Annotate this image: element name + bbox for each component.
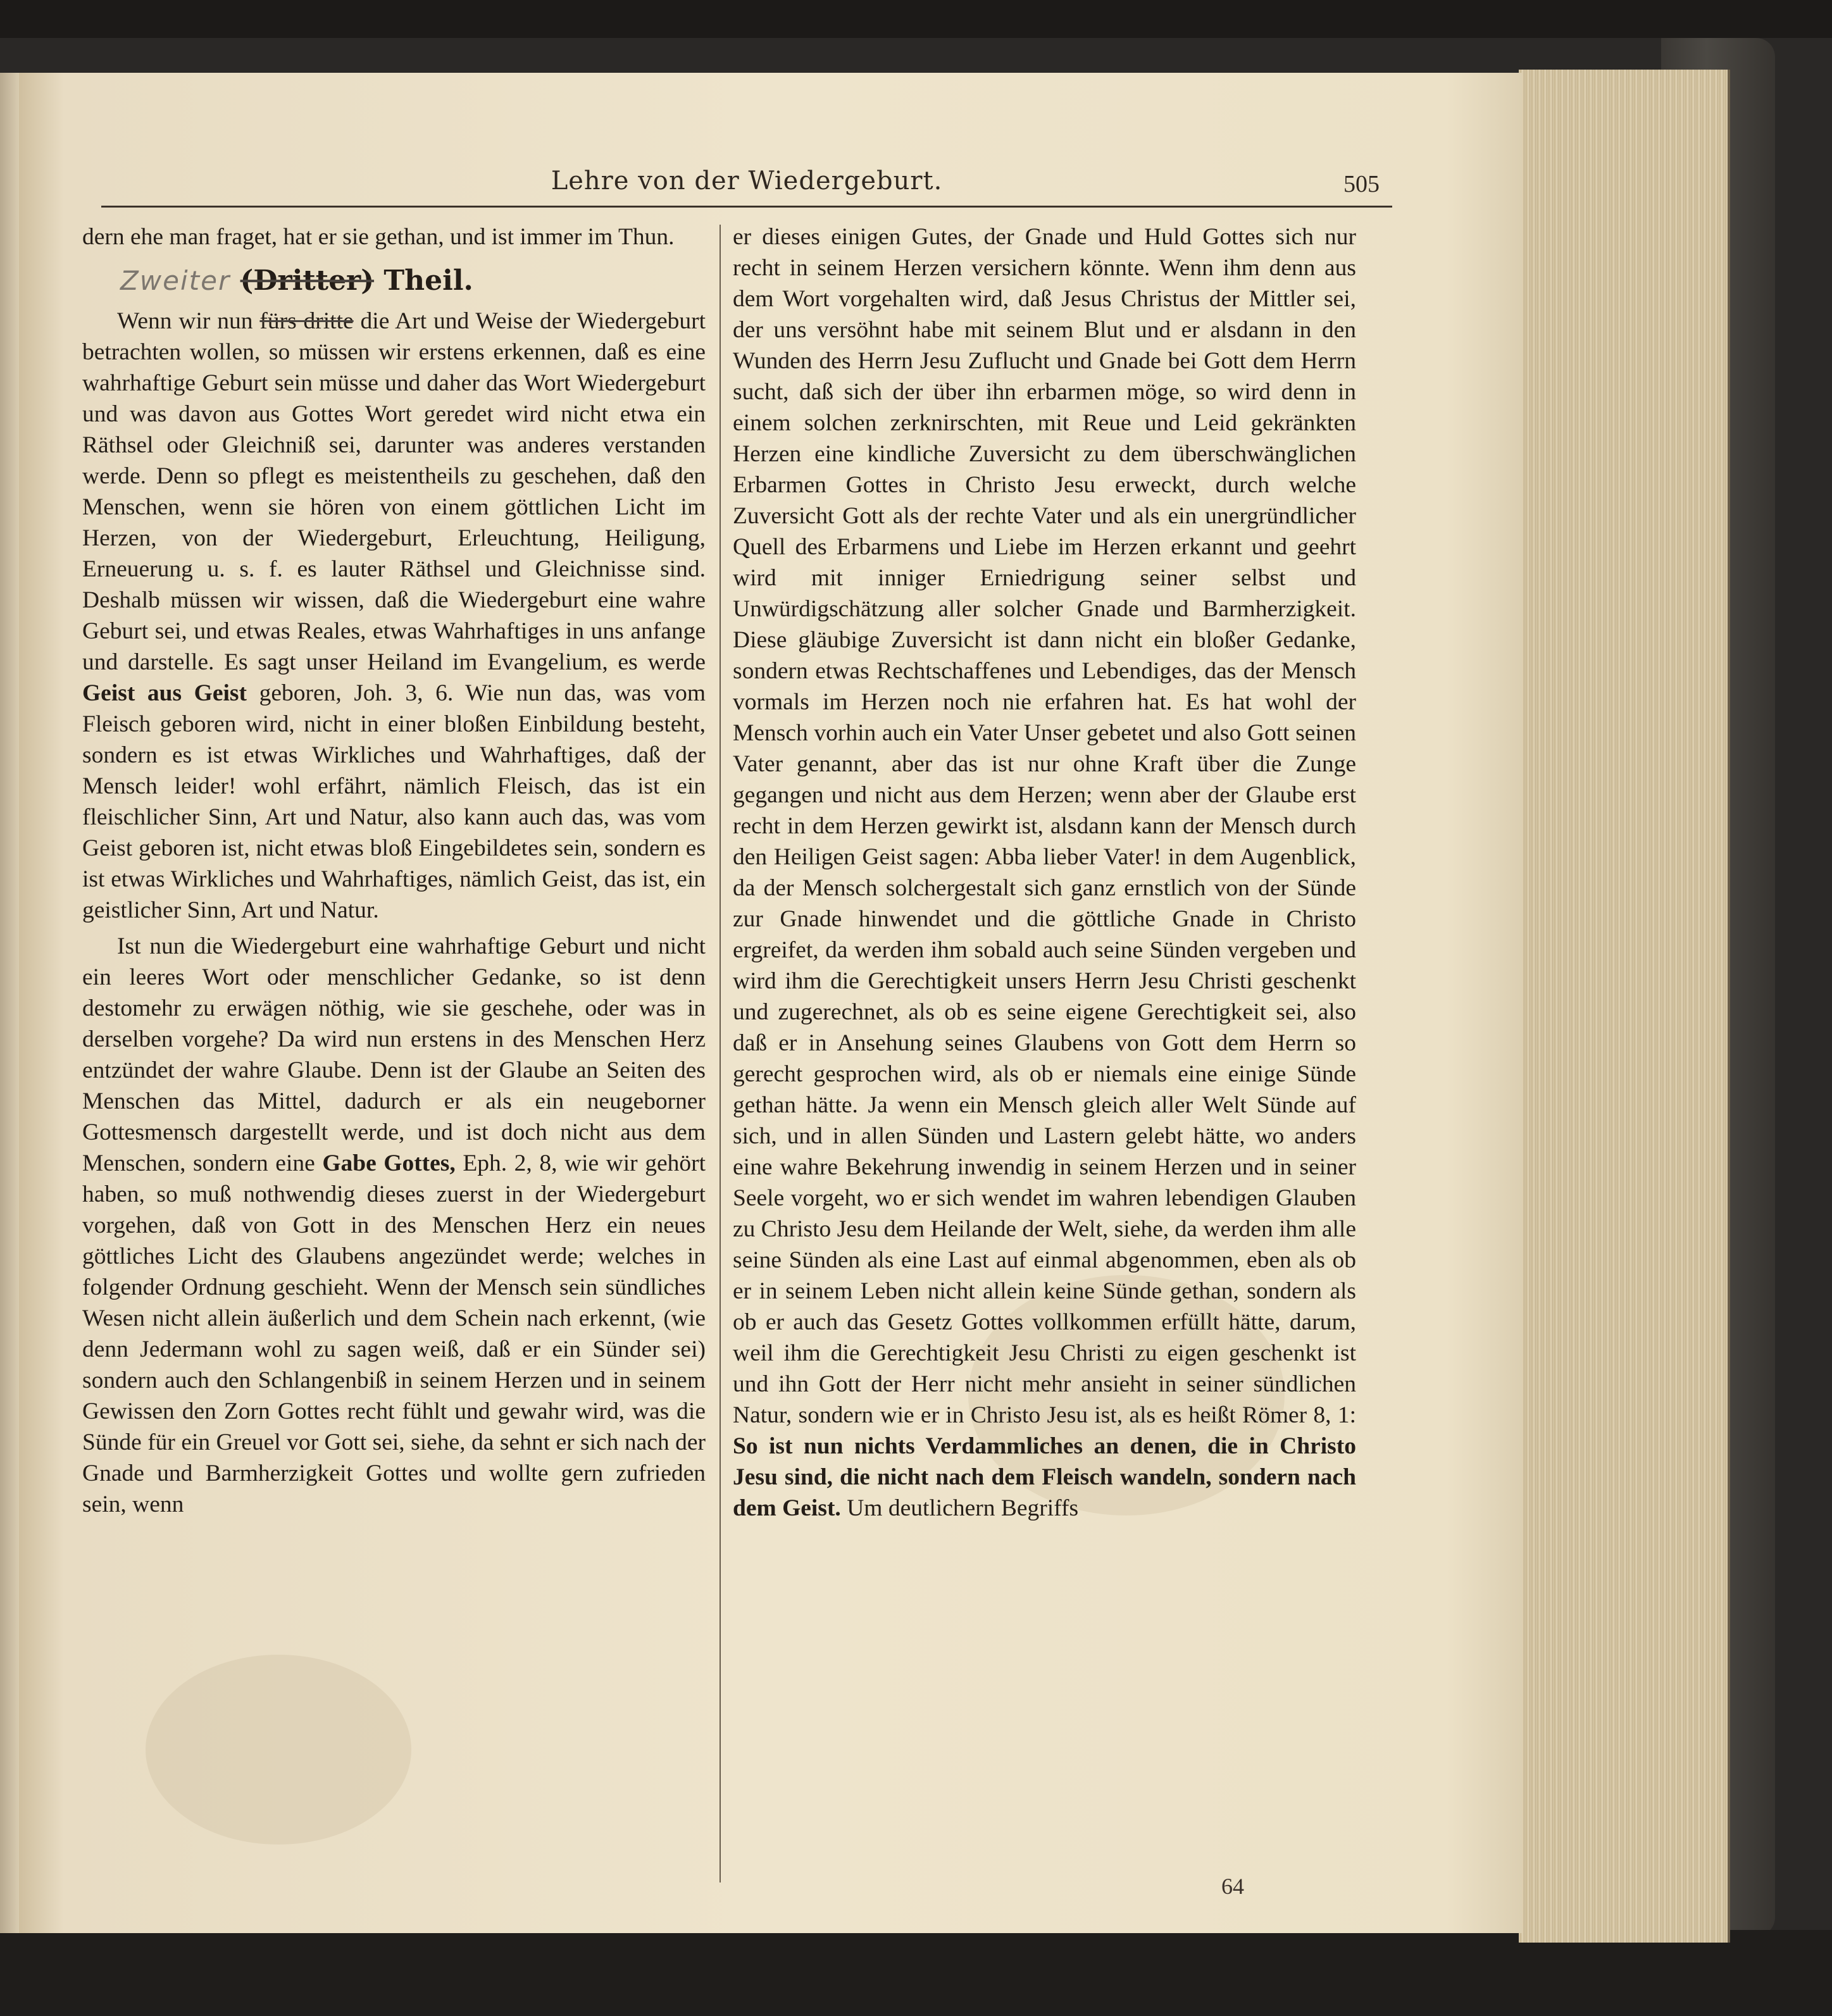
text-run: Eph. 2, 8, wie wir gehört haben, so muß nothwendig dieses zuerst in der Wiedergeburt vorgehen, daß von Gott in des Menschen Herz ein neues göttliches Licht des Glaubens angezündet werde; welches in folgender Ordnung geschieht. Wenn der Mensch sein sündliches Wesen nicht allein äußerlich und dem Schein nach erkennt, (wie denn Jedermann wohl zu sagen weiß, daß er ein Sünder sei) sondern auch den Schlangenbiß in seinem Herzen und in seinem Gewissen den Zorn Gottes recht fühlt und gewahr wird, was die Sünde für ein Greuel vor Gott sei, siehe, da sehnt er sich nach der Gnade und Barmherzigkeit Gottes und wollte gern zufrieden sein, wenn [82,1150,706,1517]
book-page [19,73,1522,1933]
column-divider [720,225,721,1882]
page-number: 505 [1343,171,1380,197]
facing-page-edge [0,73,20,1933]
running-head [101,161,1392,208]
paragraph [733,221,1356,1524]
heading-word: Theil. [383,264,473,297]
struck-heading-word: (Dritter) [240,264,375,297]
emphasis-text: Geist aus Geist [82,680,247,706]
text-run: Um deutlichern Begriffs [847,1495,1079,1521]
text-run: geboren, Joh. 3, 6. Wie nun das, was vom Fleisch geboren wird, nicht in einer bloßen Einbildung besteht, sondern es ist etwas Wirkliches und Wahrhaftiges, daß der Mensch leider! wohl erfährt, nämlich Fleisch, das ist ein fleischlicher Sinn, Art und Natur, also kann auch das, was vom Geist geboren ist, nicht etwas bloß Eingebildetes sein, sondern es ist etwas Wirkliches und Wahrhaftiges, nämlich Geist, das ist, ein geistlicher Sinn, Art und Natur. [82,680,706,923]
pencil-annotation: Zweiter [120,265,231,296]
emphasis-text: So ist nun nichts Verdammliches an denen, die in Christo Jesu sind, die nicht nach dem Fleisch wandeln, sondern nach dem Geist. [733,1433,1356,1521]
paragraph: dern ehe man fraget, hat er sie gethan, und ist immer im Thun. [82,224,675,250]
book-cover-bottom [0,1930,1832,2016]
text-run: Ist nun die Wiedergeburt eine wahrhaftige Geburt und nicht ein leeres Wort oder menschlicher Gedanke, so ist denn destomehr zu erwägen nöthig, wie sie geschehe, oder was in derselben vorgehe? Da wird nun erstens in des Menschen Herz entzündet der wahre Glaube. Denn ist der Glaube an Seiten des Menschen das Mittel, dadurch er als ein neugeborner Gottesmensch dargestellt werde, und ist doch nicht aus dem Menschen, sondern eine [82,933,706,1176]
signature-mark: 64 [1221,1874,1244,1899]
running-title: Lehre von der Wiedergeburt. [551,166,943,196]
text-run: Wenn wir nun [117,308,253,334]
paragraph [82,306,706,926]
paragraph [82,931,706,1520]
text-run: er dieses einigen Gutes, der Gnade und Huld Gottes sich nur recht in seinem Herzen versichern könnte. Wenn ihm denn aus dem Wort vorgehalten wird, daß Jesus Christus der Mittler sei, der uns versöhnt habe mit seinem Blut und er alsdann in den Wunden des Herrn Jesu Zuflucht und Gnade bei Gott dem Herrn sucht, daß sich der über ihn erbarmen möge, so wird denn in einem solchen zerknirschten, mit Reue und Leid gekränkten Herzen eine kindliche Zuversicht zu dem überschwänglichen Erbarmen Gottes in Christo Jesu erweckt, durch welche Zuversicht Gott als der rechte Vater und als ein unergründlicher Quell des Erbarmens und Liebe im Herzen erkannt und geehrt wird mit inniger Erniedrigung seiner selbst und Unwürdigschätzung aller solcher Gnade und Barmherzigkeit. Diese gläubige Zuversicht ist dann nicht ein bloßer Gedanke, sondern etwas Rechtschaffenes und Lebendiges, das der Mensch vormals im Herzen noch nie erfahren hat. Es hat wohl der Mensch vorhin auch ein Vater Unser gebetet und also Gott seinen Vater genannt, aber das ist nur ohne Kraft über die Zunge gegangen und nicht aus dem Herzen; wenn aber der Glaube erst recht in dem Herzen gewirkt ist, alsdann kann der Mensch durch den Heiligen Geist sagen: Abba lieber Vater! in dem Augenblick, da der Mensch solchergestalt sich ganz ernstlich von der Sünde zur Gnade hinwendet und die göttliche Gnade in Christo ergreifet, da werden ihm sobald auch seine Sünden vergeben und wird ihm die Gerechtigkeit unsers Herrn Jesu Christi geschenkt und zugerechnet, als ob es seine eigene Gerechtigkeit sei, also daß er in Ansehung seines Glaubens von Gott dem Herrn so gerecht gesprochen wird, als ob er niemals eine einige Sünde gethan hätte. Ja wenn ein Mensch gleich aller Welt Sünde auf sich, und in allen Sünden und Lastern gelebt hätte, wo anders eine wahre Bekehrung inwendig in seinem Herzen und in seiner Seele vorgeht, wo er sich wendet im wahren lebendigen Glauben zu Christo Jesu dem Heilande der Welt, siehe, da werden ihm alle seine Sünden als eine Last auf einmal abgenommen, eben als ob er in seinem Leben nicht allein keine Sünde gethan, sondern als ob er auch das Gesetz Gottes vollkommen erfüllt hätte, darum, weil ihm die Gerechtigkeit Jesu Christi zu eigen geschenkt ist und ihn Gott der Herr nicht mehr ansieht in seiner sündlichen Natur, sondern wie er in Christo Jesu ist, als es heißt Römer 8, 1: [733,224,1356,1428]
section-heading [120,259,706,303]
paper-stain [146,1655,411,1845]
text-run: die Art und Weise der Wiedergeburt betrachten wollen, so müssen wir erstens erkennen, daß es eine wahrhaftige Geburt sein müsse und daher das Wort Wiedergeburt und was davon aus Gottes Wort geredet wird nicht etwa ein Räthsel oder Gleichniß sei, darunter was anderes verstanden werde. Denn so pflegt es meistentheils zu geschehen, daß den Menschen, wenn sie hören von einem göttlichen Licht im Herzen, von der Wiedergeburt, Erleuchtung, Heiligung, Erneuerung u. s. f. es lauter Räthsel und Gleichnisse sind. Deshalb müssen wir wissen, daß die Wiedergeburt eine wahre Geburt sei, und etwas Reales, etwas Wahrhaftiges in uns anfange und darstelle. Es sagt unser Heiland im Evangelium, es werde [82,308,706,675]
emphasis-text: Gabe Gottes, [322,1150,456,1176]
struck-text: fürs dritte [259,308,354,334]
right-column [733,221,1356,1524]
page-fore-edge [1519,70,1730,1943]
left-column [82,221,706,1520]
